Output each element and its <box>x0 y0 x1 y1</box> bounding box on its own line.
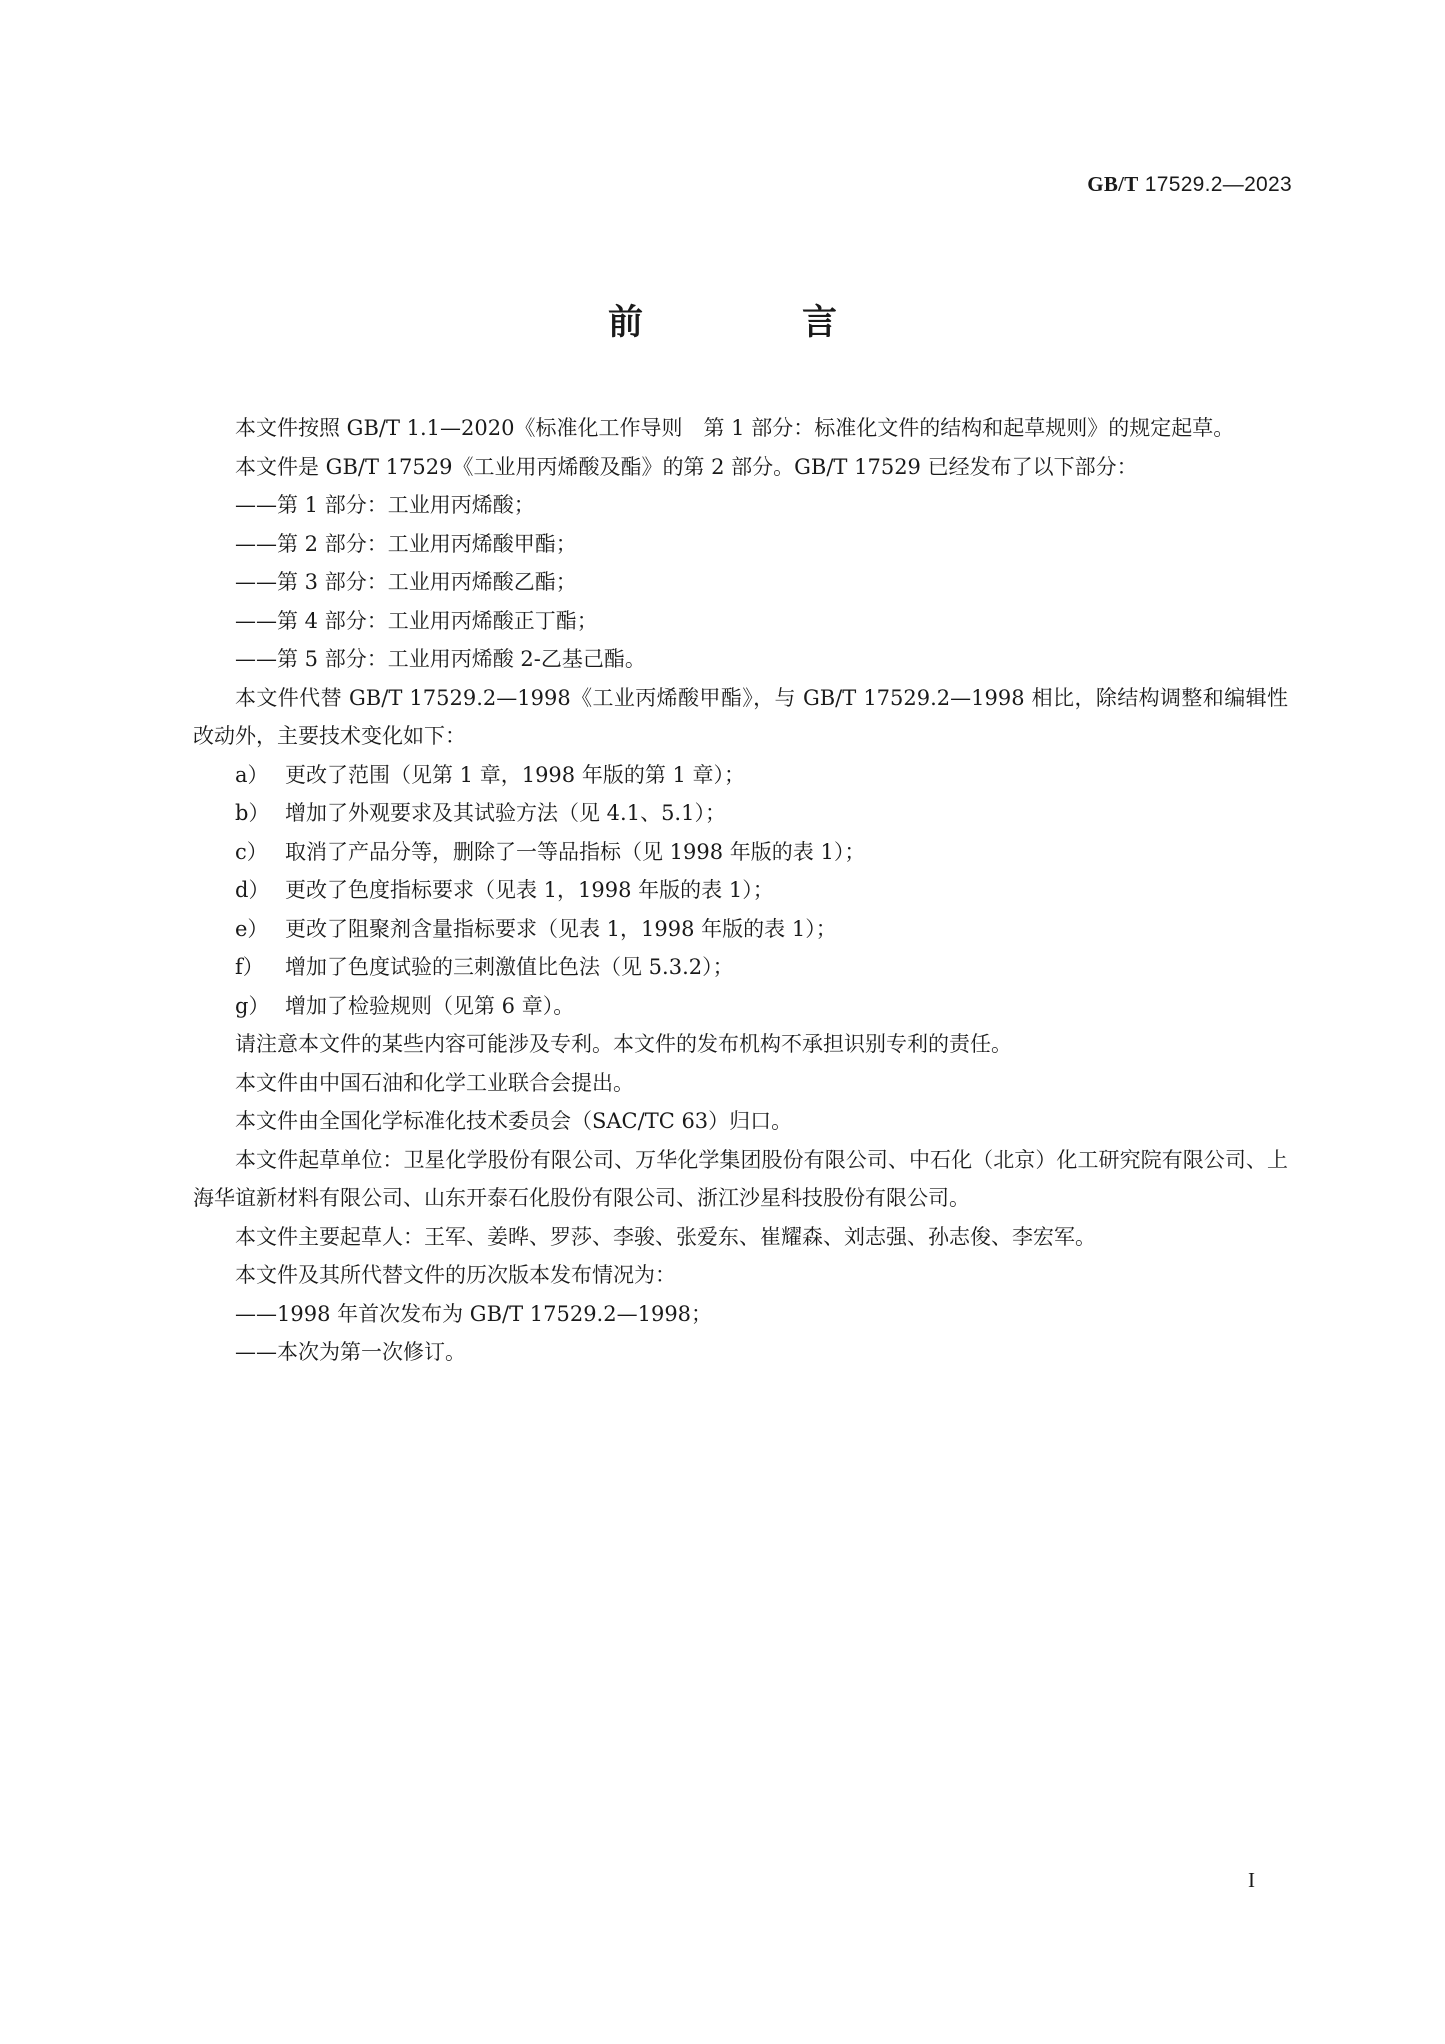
list-item-part-2: ——第 2 部分：工业用丙烯酸甲酯； <box>235 531 577 556</box>
paragraph-technical-committee: 本文件由全国化学标准化技术委员会（SAC/TC 63）归口。 <box>235 1109 793 1133</box>
list-item-text: 更改了阻聚剂含量指标要求（见表 1，1998 年版的表 1）； <box>285 916 837 941</box>
list-item-change-b <box>193 794 1288 833</box>
list-item-part-1: ——第 1 部分：工业用丙烯酸； <box>235 493 535 517</box>
list-item-part-4: ——第 4 部分：工业用丙烯酸正丁酯； <box>235 608 598 633</box>
paragraph-drafters: 本文件主要起草人：王军、姜晔、罗莎、李骏、张爱东、崔耀森、刘志强、孙志俊、李宏军。 <box>235 1224 1096 1249</box>
list-item-text: 更改了范围（见第 1 章，1998 年版的第 1 章）； <box>285 762 746 787</box>
list-marker: f） <box>235 955 264 979</box>
standard-code: GB/T <box>1087 172 1139 196</box>
page-title: 前 言 <box>607 303 899 343</box>
list-item-text: 增加了检验规则（见第 6 章）。 <box>285 993 575 1018</box>
list-item-change-g <box>193 987 1288 1026</box>
list-item-text: 取消了产品分等，删除了一等品指标（见 1998 年版的表 1）； <box>285 839 866 864</box>
list-item-change-f <box>193 948 1288 987</box>
list-item-history-2: ——本次为第一次修订。 <box>235 1340 466 1364</box>
list-item-part-3: ——第 3 部分：工业用丙烯酸乙酯； <box>235 570 577 594</box>
list-item-change-d <box>193 871 1288 910</box>
page-number: I <box>1248 1868 1255 1892</box>
paragraph-proposer: 本文件由中国石油和化学工业联合会提出。 <box>235 1070 634 1095</box>
paragraph-replacement: 本文件代替 GB/T 17529.2—1998《工业丙烯酸甲酯》，与 GB/T 17529.2—1998 相比，除结构调整和编辑性改动外，主要技术变化如下： <box>193 685 1288 748</box>
paragraph-patent-notice: 请注意本文件的某些内容可能涉及专利。本文件的发布机构不承担识别专利的责任。 <box>235 1032 1012 1056</box>
list-marker: c） <box>235 839 268 864</box>
list-marker: e） <box>235 916 269 941</box>
list-item-part-5: ——第 5 部分：工业用丙烯酸 2-乙基己酯。 <box>235 647 646 671</box>
list-marker: a） <box>235 762 269 787</box>
list-item-change-e <box>193 910 1288 949</box>
list-item-text: 增加了外观要求及其试验方法（见 4.1、5.1）； <box>285 801 726 825</box>
list-marker: b） <box>235 801 270 825</box>
document-body <box>193 409 1288 1372</box>
list-marker: d） <box>235 878 270 902</box>
paragraph-drafting-organizations: 本文件起草单位：卫星化学股份有限公司、万华化学集团股份有限公司、中石化（北京）化工研究院有限公司、上海华谊新材料有限公司、山东开泰石化股份有限公司、浙江沙星科技股份有限公司。 <box>193 1147 1288 1210</box>
list-item-change-c <box>193 833 1288 872</box>
paragraph-drafting-basis: 本文件按照 GB/T 1.1—2020《标准化工作导则 第 1 部分：标准化文件的结构和起草规则》的规定起草。 <box>235 416 1235 440</box>
page-header <box>1087 172 1292 197</box>
standard-number: 17529.2—2023 <box>1144 173 1292 196</box>
paragraph-parts-intro: 本文件是 GB/T 17529《工业用丙烯酸及酯》的第 2 部分。GB/T 17529 已经发布了以下部分： <box>235 454 1138 479</box>
list-marker: g） <box>235 993 270 1018</box>
paragraph-history-intro: 本文件及其所代替文件的历次版本发布情况为： <box>235 1263 676 1287</box>
list-item-history-1: ——1998 年首次发布为 GB/T 17529.2—1998； <box>235 1301 713 1326</box>
list-item-text: 增加了色度试验的三刺激值比色法（见 5.3.2）； <box>285 955 734 979</box>
list-item-change-a <box>193 756 1288 795</box>
list-item-text: 更改了色度指标要求（见表 1，1998 年版的表 1）； <box>285 878 774 902</box>
